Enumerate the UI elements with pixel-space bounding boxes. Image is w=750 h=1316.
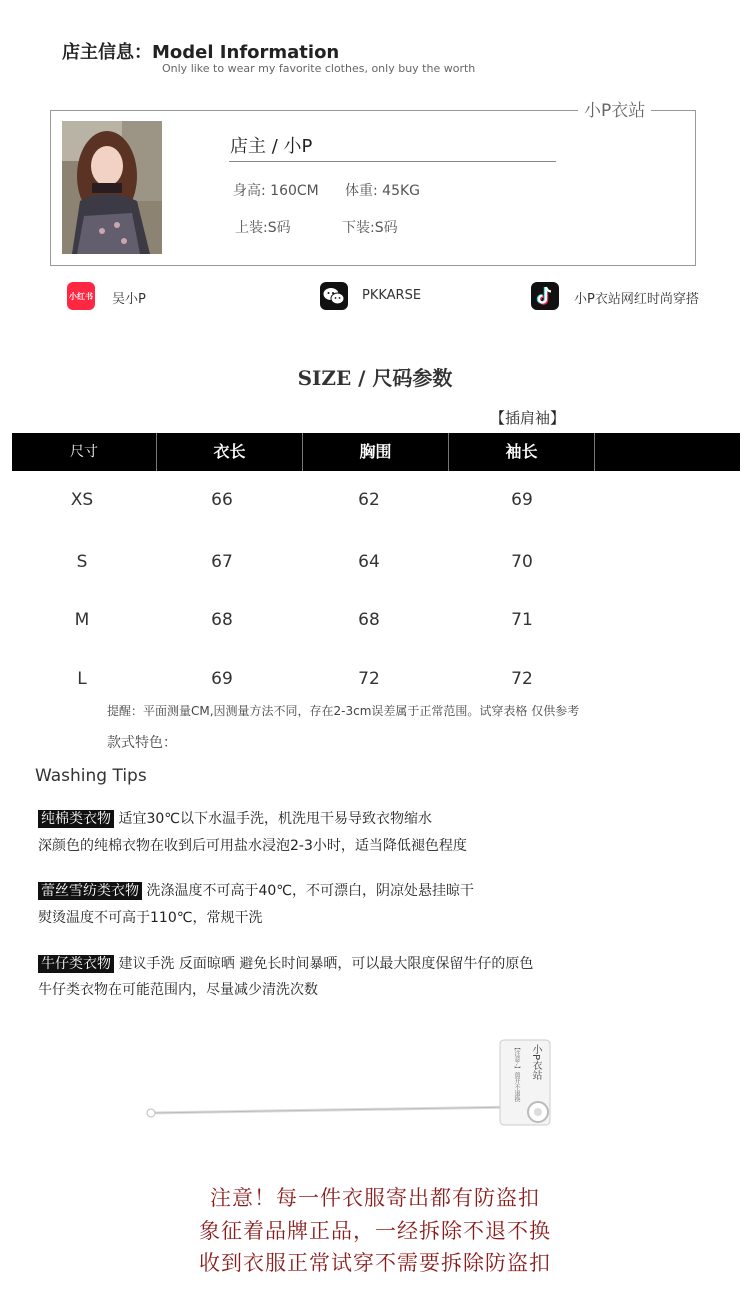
size-table-header <box>12 433 740 471</box>
security-tag-image <box>145 1035 565 1135</box>
wechat-icon <box>320 282 348 310</box>
xiaohongshu-icon <box>67 282 95 310</box>
model-info-subtitle: Only like to wear my favorite clothes, only buy the worth <box>162 62 476 75</box>
weight-stat: 体重: 45KG <box>345 183 421 199</box>
denim-tag: 牛仔类衣物 <box>38 955 114 973</box>
lace-tip-2: 熨烫温度不可高于110℃，常规干洗 <box>38 910 263 926</box>
lace-tip-1: 洗涤温度不可高于40℃，不可漂白，阴凉处悬挂晾干 <box>146 883 474 899</box>
model-info-title: 店主信息：Model Information <box>62 42 340 63</box>
top-size-stat: 上装:S码 <box>235 220 291 236</box>
header-sleeve: 袖长 <box>449 433 595 471</box>
washing-tips-title: Washing Tips <box>35 766 147 786</box>
card-top-line-left <box>440 110 580 111</box>
tiktok-icon <box>531 282 559 310</box>
table-cell: 69 <box>511 490 533 510</box>
table-cell: 69 <box>211 669 233 689</box>
style-feature-label: 款式特色： <box>107 735 177 751</box>
card-brand: 小P衣站 <box>578 96 651 121</box>
table-cell: 64 <box>358 552 380 572</box>
measurement-note: 提醒：平面测量CM,因测量方法不同，存在2-3cm误差属于正常范围。试穿表格 仅供参考 <box>107 704 580 718</box>
xiaohongshu-account: 吴小P <box>112 292 146 307</box>
security-tag-text: 【注意·-】剪开不退换 <box>513 1044 520 1103</box>
cotton-line-1 <box>38 808 432 828</box>
table-cell: 72 <box>511 669 533 689</box>
cotton-tip-1: 适宜30℃以下水温手洗，机洗甩干易导致衣物缩水 <box>118 811 432 827</box>
table-cell: 70 <box>511 552 533 572</box>
model-photo <box>62 121 162 254</box>
header-length: 衣长 <box>157 433 303 471</box>
notice-line-1: 注意！每一件衣服寄出都有防盗扣 <box>210 1186 540 1210</box>
notice-line-2: 象征着品牌正品，一经拆除不退不换 <box>199 1219 551 1243</box>
table-cell: M <box>74 610 90 630</box>
size-title: SIZE / 尺码参数 <box>297 366 453 390</box>
denim-tip-2: 牛仔类衣物在可能范围内，尽量减少清洗次数 <box>38 982 318 998</box>
table-cell: 72 <box>358 669 380 689</box>
cotton-tip-2: 深颜色的纯棉衣物在收到后可用盐水浸泡2-3小时，适当降低褪色程度 <box>38 838 467 854</box>
header-size: 尺寸 <box>12 433 157 471</box>
bottom-size-stat: 下装:S码 <box>342 220 398 236</box>
table-cell: S <box>76 552 88 572</box>
table-cell: 68 <box>211 610 233 630</box>
owner-name: 店主 / 小P <box>230 136 313 157</box>
denim-line-1 <box>38 953 533 973</box>
table-cell: 71 <box>511 610 533 630</box>
notice-line-3: 收到衣服正常试穿不需要拆除防盗扣 <box>199 1251 551 1275</box>
header-empty <box>595 433 740 471</box>
lace-tag: 蕾丝雪纺类衣物 <box>38 882 142 900</box>
table-cell: L <box>77 669 87 689</box>
height-stat: 身高: 160CM <box>233 183 319 199</box>
denim-tip-1: 建议手洗 反面晾晒 避免长时间暴晒，可以最大限度保留牛仔的原色 <box>118 956 534 972</box>
owner-divider <box>229 161 556 162</box>
table-cell: 68 <box>358 610 380 630</box>
wechat-account: PKKARSE <box>362 288 422 303</box>
security-tag-brand: 小P衣站 <box>530 1044 541 1081</box>
lace-line-1 <box>38 880 474 900</box>
table-cell: XS <box>70 490 94 510</box>
xiaohongshu-badge-text: 小红书 <box>69 291 93 301</box>
table-cell: 66 <box>211 490 233 510</box>
cotton-tag: 纯棉类衣物 <box>38 810 114 828</box>
header-chest: 胸围 <box>303 433 449 471</box>
tiktok-account: 小P衣站网红时尚穿搭 <box>574 292 699 307</box>
card-top-line-right <box>672 110 696 111</box>
sleeve-type: 【插肩袖】 <box>490 409 566 427</box>
table-cell: 67 <box>211 552 233 572</box>
table-cell: 62 <box>358 490 380 510</box>
